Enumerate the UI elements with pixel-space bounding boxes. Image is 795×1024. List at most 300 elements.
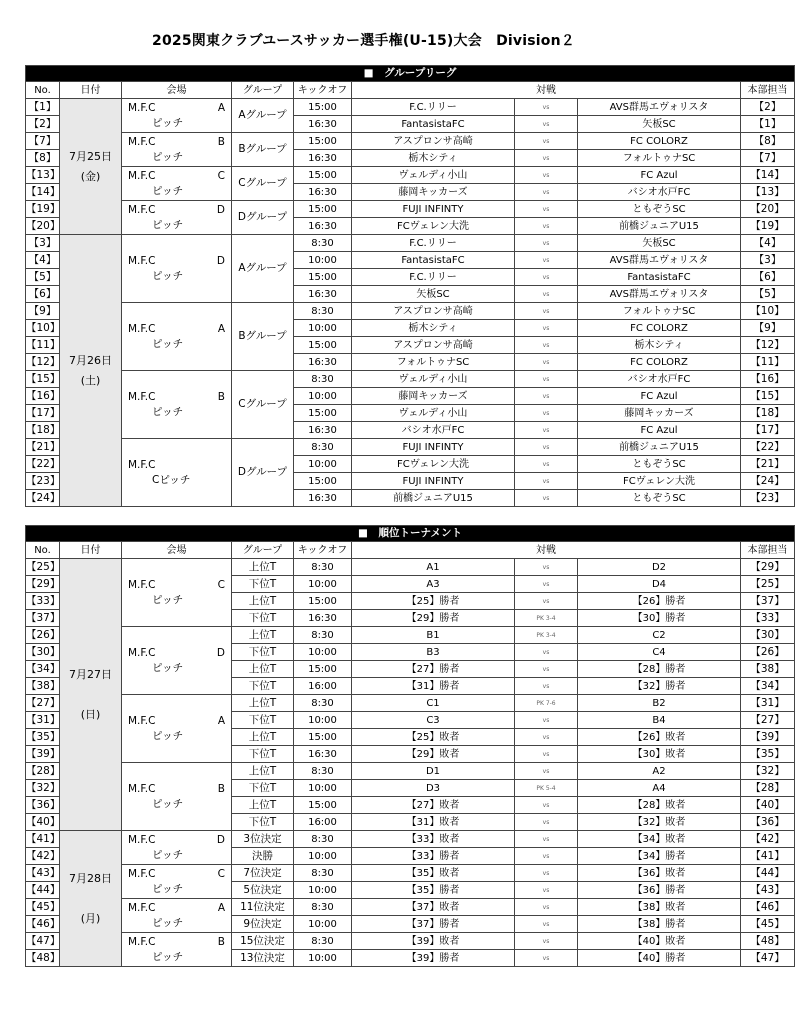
home-team: 【31】勝者 xyxy=(352,678,515,695)
kickoff-time: 10:00 xyxy=(294,576,352,593)
section-banner-row xyxy=(26,66,795,82)
referee-duty: 【12】 xyxy=(741,337,795,354)
venue-pitch-label: ピッチ xyxy=(152,882,184,895)
venue-pitch-label: ピッチ xyxy=(152,184,184,197)
home-team: FantasistaFC xyxy=(352,116,515,133)
header-venue: 会場 xyxy=(122,542,232,559)
venue-cell xyxy=(122,235,232,303)
home-team: FCヴェレン大洗 xyxy=(352,456,515,473)
venue-pitch-letter: B xyxy=(217,135,225,148)
away-team: バシオ水戸FC xyxy=(578,184,741,201)
group-cell: Aグループ xyxy=(232,99,294,133)
home-team: 【27】敗者 xyxy=(352,797,515,814)
venue-cell xyxy=(122,695,232,763)
kickoff-time: 8:30 xyxy=(294,559,352,576)
away-team: A2 xyxy=(578,763,741,780)
away-team: D2 xyxy=(578,559,741,576)
referee-duty: 【20】 xyxy=(741,201,795,218)
kickoff-time: 16:00 xyxy=(294,678,352,695)
header-match: 対戦 xyxy=(352,542,741,559)
away-team: 【36】敗者 xyxy=(578,865,741,882)
header-no: No. xyxy=(26,82,60,99)
kickoff-time: 16:30 xyxy=(294,746,352,763)
away-team: 【28】敗者 xyxy=(578,797,741,814)
away-team: 【30】勝者 xyxy=(578,610,741,627)
venue-cell xyxy=(122,439,232,507)
venue-pitch-letter: B xyxy=(217,390,225,403)
home-team: FantasistaFC xyxy=(352,252,515,269)
kickoff-time: 16:30 xyxy=(294,286,352,303)
vs-label: vs xyxy=(515,729,578,746)
vs-label: vs xyxy=(515,201,578,218)
referee-duty: 【15】 xyxy=(741,388,795,405)
referee-duty: 【26】 xyxy=(741,644,795,661)
kickoff-time: 16:30 xyxy=(294,610,352,627)
vs-label: vs xyxy=(515,252,578,269)
vs-label: vs xyxy=(515,150,578,167)
vs-label: vs xyxy=(515,337,578,354)
venue-name-line xyxy=(128,867,231,882)
table-row xyxy=(26,831,795,848)
kickoff-time: 15:00 xyxy=(294,201,352,218)
section-banner: ■ 順位トーナメント xyxy=(26,526,795,542)
round-cell: 上位T xyxy=(232,661,294,678)
match-number: 【34】 xyxy=(26,661,60,678)
away-team: ともぞうSC xyxy=(578,201,741,218)
referee-duty: 【30】 xyxy=(741,627,795,644)
venue-name-line xyxy=(128,101,231,116)
venue-name-line xyxy=(128,254,231,269)
away-team: 矢板SC xyxy=(578,235,741,252)
round-cell: 下位T xyxy=(232,678,294,695)
referee-duty: 【31】 xyxy=(741,695,795,712)
vs-label: vs xyxy=(515,167,578,184)
home-team: 【25】敗者 xyxy=(352,729,515,746)
venue-name: M.F.C xyxy=(128,458,156,471)
away-team: 【26】勝者 xyxy=(578,593,741,610)
round-cell: 5位決定 xyxy=(232,882,294,899)
venue-name-line xyxy=(128,714,231,729)
vs-label: vs xyxy=(515,490,578,507)
referee-duty: 【29】 xyxy=(741,559,795,576)
header-kickoff: キックオフ xyxy=(294,82,352,99)
venue-pitch-letter: D xyxy=(216,833,225,846)
away-team: FC COLORZ xyxy=(578,133,741,150)
kickoff-time: 15:00 xyxy=(294,661,352,678)
home-team: 【31】敗者 xyxy=(352,814,515,831)
venue-pitch-label: ピッチ xyxy=(152,150,184,163)
home-team: ヴェルディ小山 xyxy=(352,371,515,388)
venue-pitch-label: ピッチ xyxy=(152,848,184,861)
home-team: B1 xyxy=(352,627,515,644)
vs-label: vs xyxy=(515,354,578,371)
round-cell: 下位T xyxy=(232,576,294,593)
match-number: 【43】 xyxy=(26,865,60,882)
vs-label: PK 7-6 xyxy=(515,695,578,712)
referee-duty: 【40】 xyxy=(741,797,795,814)
venue-cell xyxy=(122,371,232,439)
referee-duty: 【28】 xyxy=(741,780,795,797)
kickoff-time: 8:30 xyxy=(294,899,352,916)
referee-duty: 【36】 xyxy=(741,814,795,831)
away-team: フォルトゥナSC xyxy=(578,303,741,320)
schedule-table xyxy=(25,65,795,507)
header-kickoff: キックオフ xyxy=(294,542,352,559)
match-number: 【7】 xyxy=(26,133,60,150)
match-date: 7月28日 (月) xyxy=(60,831,122,967)
home-team: C1 xyxy=(352,695,515,712)
page-title: 2025関東クラブユースサッカー選手権(U-15)大会 Division２ xyxy=(152,33,575,49)
kickoff-time: 15:00 xyxy=(294,269,352,286)
match-number: 【3】 xyxy=(26,235,60,252)
away-team: 【34】勝者 xyxy=(578,848,741,865)
home-team: B3 xyxy=(352,644,515,661)
venue-cell xyxy=(122,99,232,133)
round-cell: 上位T xyxy=(232,559,294,576)
venue-cell xyxy=(122,899,232,933)
group-cell: Bグループ xyxy=(232,133,294,167)
away-team: フォルトゥナSC xyxy=(578,150,741,167)
venue-cell xyxy=(122,133,232,167)
away-team: C4 xyxy=(578,644,741,661)
away-team: FC COLORZ xyxy=(578,354,741,371)
match-number: 【28】 xyxy=(26,763,60,780)
kickoff-time: 15:00 xyxy=(294,797,352,814)
match-number: 【10】 xyxy=(26,320,60,337)
round-cell: 上位T xyxy=(232,627,294,644)
referee-duty: 【25】 xyxy=(741,576,795,593)
vs-label: vs xyxy=(515,99,578,116)
vs-label: vs xyxy=(515,286,578,303)
vs-label: vs xyxy=(515,933,578,950)
venue-pitch-letter: C xyxy=(217,578,225,591)
away-team: ともぞうSC xyxy=(578,490,741,507)
match-number: 【15】 xyxy=(26,371,60,388)
vs-label: vs xyxy=(515,950,578,967)
venue-pitch-letter: D xyxy=(216,203,225,216)
referee-duty: 【23】 xyxy=(741,490,795,507)
venue-pitch-letter: A xyxy=(217,901,225,914)
venue-pitch-label: ピッチ xyxy=(152,337,184,350)
away-team: B4 xyxy=(578,712,741,729)
away-team: 【32】敗者 xyxy=(578,814,741,831)
venue-name: M.F.C xyxy=(128,169,156,182)
referee-duty: 【35】 xyxy=(741,746,795,763)
venue-pitch-letter: A xyxy=(217,714,225,727)
home-team: FUJI INFINTY xyxy=(352,473,515,490)
away-team: 矢板SC xyxy=(578,116,741,133)
round-cell: 11位決定 xyxy=(232,899,294,916)
away-team: 【38】敗者 xyxy=(578,899,741,916)
match-number: 【27】 xyxy=(26,695,60,712)
kickoff-time: 10:00 xyxy=(294,950,352,967)
round-cell: 上位T xyxy=(232,593,294,610)
match-number: 【25】 xyxy=(26,559,60,576)
away-team: B2 xyxy=(578,695,741,712)
away-team: FC COLORZ xyxy=(578,320,741,337)
kickoff-time: 10:00 xyxy=(294,320,352,337)
referee-duty: 【46】 xyxy=(741,899,795,916)
group-cell: Bグループ xyxy=(232,303,294,371)
referee-duty: 【9】 xyxy=(741,320,795,337)
referee-duty: 【34】 xyxy=(741,678,795,695)
kickoff-time: 8:30 xyxy=(294,763,352,780)
match-number: 【16】 xyxy=(26,388,60,405)
referee-duty: 【45】 xyxy=(741,916,795,933)
venue-cell xyxy=(122,933,232,967)
kickoff-time: 15:00 xyxy=(294,337,352,354)
match-date: 7月27日 (日) xyxy=(60,559,122,831)
away-team: ともぞうSC xyxy=(578,456,741,473)
vs-label: vs xyxy=(515,644,578,661)
kickoff-time: 8:30 xyxy=(294,303,352,320)
match-number: 【24】 xyxy=(26,490,60,507)
table-row xyxy=(26,899,795,916)
kickoff-time: 15:00 xyxy=(294,167,352,184)
referee-duty: 【19】 xyxy=(741,218,795,235)
referee-duty: 【16】 xyxy=(741,371,795,388)
table-row xyxy=(26,933,795,950)
venue-name-line xyxy=(128,169,231,184)
vs-label: vs xyxy=(515,405,578,422)
referee-duty: 【8】 xyxy=(741,133,795,150)
venue-cell xyxy=(122,763,232,831)
home-team: 【37】勝者 xyxy=(352,916,515,933)
home-team: バシオ水戸FC xyxy=(352,422,515,439)
table-row xyxy=(26,133,795,150)
kickoff-time: 15:00 xyxy=(294,405,352,422)
round-cell: 下位T xyxy=(232,814,294,831)
home-team: FUJI INFINTY xyxy=(352,439,515,456)
match-number: 【36】 xyxy=(26,797,60,814)
referee-duty: 【32】 xyxy=(741,763,795,780)
kickoff-time: 16:30 xyxy=(294,218,352,235)
kickoff-time: 10:00 xyxy=(294,388,352,405)
kickoff-time: 8:30 xyxy=(294,933,352,950)
vs-label: vs xyxy=(515,763,578,780)
match-number: 【22】 xyxy=(26,456,60,473)
venue-name: M.F.C xyxy=(128,867,156,880)
round-cell: 下位T xyxy=(232,644,294,661)
home-team: A3 xyxy=(352,576,515,593)
round-cell: 上位T xyxy=(232,695,294,712)
away-team: A4 xyxy=(578,780,741,797)
referee-duty: 【5】 xyxy=(741,286,795,303)
kickoff-time: 16:30 xyxy=(294,490,352,507)
referee-duty: 【24】 xyxy=(741,473,795,490)
round-cell: 9位決定 xyxy=(232,916,294,933)
table-row xyxy=(26,559,795,576)
match-number: 【19】 xyxy=(26,201,60,218)
venue-name-line xyxy=(128,935,231,950)
referee-duty: 【4】 xyxy=(741,235,795,252)
round-cell: 13位決定 xyxy=(232,950,294,967)
vs-label: PK 5-4 xyxy=(515,780,578,797)
table-row xyxy=(26,865,795,882)
vs-label: vs xyxy=(515,456,578,473)
venue-pitch-letter: D xyxy=(216,646,225,659)
home-team: A1 xyxy=(352,559,515,576)
home-team: FUJI INFINTY xyxy=(352,201,515,218)
venue-pitch-label: Cピッチ xyxy=(152,473,191,486)
kickoff-time: 10:00 xyxy=(294,916,352,933)
venue-name-line xyxy=(128,901,231,916)
venue-name: M.F.C xyxy=(128,135,156,148)
venue-pitch-label: ピッチ xyxy=(152,729,184,742)
group-cell: Cグループ xyxy=(232,371,294,439)
vs-label: vs xyxy=(515,116,578,133)
away-team: 【26】敗者 xyxy=(578,729,741,746)
match-number: 【14】 xyxy=(26,184,60,201)
kickoff-time: 16:30 xyxy=(294,184,352,201)
referee-duty: 【18】 xyxy=(741,405,795,422)
vs-label: vs xyxy=(515,269,578,286)
group-cell: Dグループ xyxy=(232,439,294,507)
table-row xyxy=(26,439,795,456)
referee-duty: 【10】 xyxy=(741,303,795,320)
kickoff-time: 15:00 xyxy=(294,133,352,150)
venue-pitch-letter: B xyxy=(217,935,225,948)
venue-name-line xyxy=(128,322,231,337)
kickoff-time: 16:30 xyxy=(294,116,352,133)
round-cell: 3位決定 xyxy=(232,831,294,848)
header-group: グループ xyxy=(232,82,294,99)
match-number: 【11】 xyxy=(26,337,60,354)
away-team: 【34】敗者 xyxy=(578,831,741,848)
kickoff-time: 10:00 xyxy=(294,780,352,797)
match-date: 7月26日 (土) xyxy=(60,235,122,507)
header-date: 日付 xyxy=(60,542,122,559)
match-number: 【4】 xyxy=(26,252,60,269)
away-team: 前橋ジュニアU15 xyxy=(578,218,741,235)
vs-label: vs xyxy=(515,388,578,405)
venue-pitch-label: ピッチ xyxy=(152,116,184,129)
referee-duty: 【14】 xyxy=(741,167,795,184)
vs-label: vs xyxy=(515,831,578,848)
venue-name: M.F.C xyxy=(128,254,156,267)
away-team: 前橋ジュニアU15 xyxy=(578,439,741,456)
venue-name-line xyxy=(128,578,231,593)
group-cell: Aグループ xyxy=(232,235,294,303)
away-team: 【30】敗者 xyxy=(578,746,741,763)
match-number: 【26】 xyxy=(26,627,60,644)
away-team: 【32】勝者 xyxy=(578,678,741,695)
away-team: 栃木シティ xyxy=(578,337,741,354)
match-number: 【1】 xyxy=(26,99,60,116)
match-number: 【42】 xyxy=(26,848,60,865)
home-team: 矢板SC xyxy=(352,286,515,303)
venue-cell xyxy=(122,865,232,899)
match-number: 【48】 xyxy=(26,950,60,967)
match-number: 【9】 xyxy=(26,303,60,320)
header-no: No. xyxy=(26,542,60,559)
venue-cell xyxy=(122,627,232,695)
kickoff-time: 10:00 xyxy=(294,456,352,473)
vs-label: vs xyxy=(515,576,578,593)
vs-label: PK 3-4 xyxy=(515,627,578,644)
venue-name: M.F.C xyxy=(128,101,156,114)
away-team: AVS群馬エヴォリスタ xyxy=(578,99,741,116)
match-number: 【35】 xyxy=(26,729,60,746)
match-number: 【33】 xyxy=(26,593,60,610)
away-team: 【38】勝者 xyxy=(578,916,741,933)
vs-label: vs xyxy=(515,184,578,201)
table-row xyxy=(26,627,795,644)
home-team: 【29】勝者 xyxy=(352,610,515,627)
round-cell: 15位決定 xyxy=(232,933,294,950)
referee-duty: 【13】 xyxy=(741,184,795,201)
referee-duty: 【17】 xyxy=(741,422,795,439)
kickoff-time: 15:00 xyxy=(294,473,352,490)
home-team: フォルトゥナSC xyxy=(352,354,515,371)
table-row xyxy=(26,99,795,116)
away-team: C2 xyxy=(578,627,741,644)
round-cell: 下位T xyxy=(232,746,294,763)
home-team: 【33】勝者 xyxy=(352,848,515,865)
table-row xyxy=(26,235,795,252)
referee-duty: 【22】 xyxy=(741,439,795,456)
home-team: 【33】敗者 xyxy=(352,831,515,848)
referee-duty: 【3】 xyxy=(741,252,795,269)
table-row xyxy=(26,201,795,218)
match-number: 【6】 xyxy=(26,286,60,303)
referee-duty: 【6】 xyxy=(741,269,795,286)
match-number: 【30】 xyxy=(26,644,60,661)
round-cell: 下位T xyxy=(232,610,294,627)
home-team: 藤岡キッカーズ xyxy=(352,388,515,405)
round-cell: 決勝 xyxy=(232,848,294,865)
venue-name-line xyxy=(128,833,231,848)
match-number: 【12】 xyxy=(26,354,60,371)
home-team: 【37】敗者 xyxy=(352,899,515,916)
venue-name-line xyxy=(128,458,231,473)
vs-label: vs xyxy=(515,797,578,814)
vs-label: vs xyxy=(515,882,578,899)
venue-pitch-letter: A xyxy=(217,322,225,335)
vs-label: vs xyxy=(515,712,578,729)
venue-name: M.F.C xyxy=(128,646,156,659)
home-team: 【39】勝者 xyxy=(352,950,515,967)
header-ref: 本部担当 xyxy=(741,82,795,99)
home-team: C3 xyxy=(352,712,515,729)
home-team: アスプロンサ高崎 xyxy=(352,337,515,354)
venue-name: M.F.C xyxy=(128,935,156,948)
venue-cell xyxy=(122,303,232,371)
home-team: 栃木シティ xyxy=(352,150,515,167)
vs-label: vs xyxy=(515,473,578,490)
match-number: 【2】 xyxy=(26,116,60,133)
vs-label: vs xyxy=(515,371,578,388)
vs-label: vs xyxy=(515,678,578,695)
away-team: D4 xyxy=(578,576,741,593)
venue-pitch-label: ピッチ xyxy=(152,950,184,963)
kickoff-time: 8:30 xyxy=(294,235,352,252)
away-team: FantasistaFC xyxy=(578,269,741,286)
home-team: ヴェルディ小山 xyxy=(352,167,515,184)
venue-pitch-label: ピッチ xyxy=(152,269,184,282)
referee-duty: 【21】 xyxy=(741,456,795,473)
vs-label: vs xyxy=(515,320,578,337)
venue-cell xyxy=(122,201,232,235)
venue-pitch-letter: D xyxy=(216,254,225,267)
away-team: FC Azul xyxy=(578,422,741,439)
venue-name-line xyxy=(128,135,231,150)
schedule-table xyxy=(25,525,795,967)
vs-label: vs xyxy=(515,133,578,150)
kickoff-time: 15:00 xyxy=(294,729,352,746)
home-team: アスプロンサ高崎 xyxy=(352,133,515,150)
away-team: FCヴェレン大洗 xyxy=(578,473,741,490)
